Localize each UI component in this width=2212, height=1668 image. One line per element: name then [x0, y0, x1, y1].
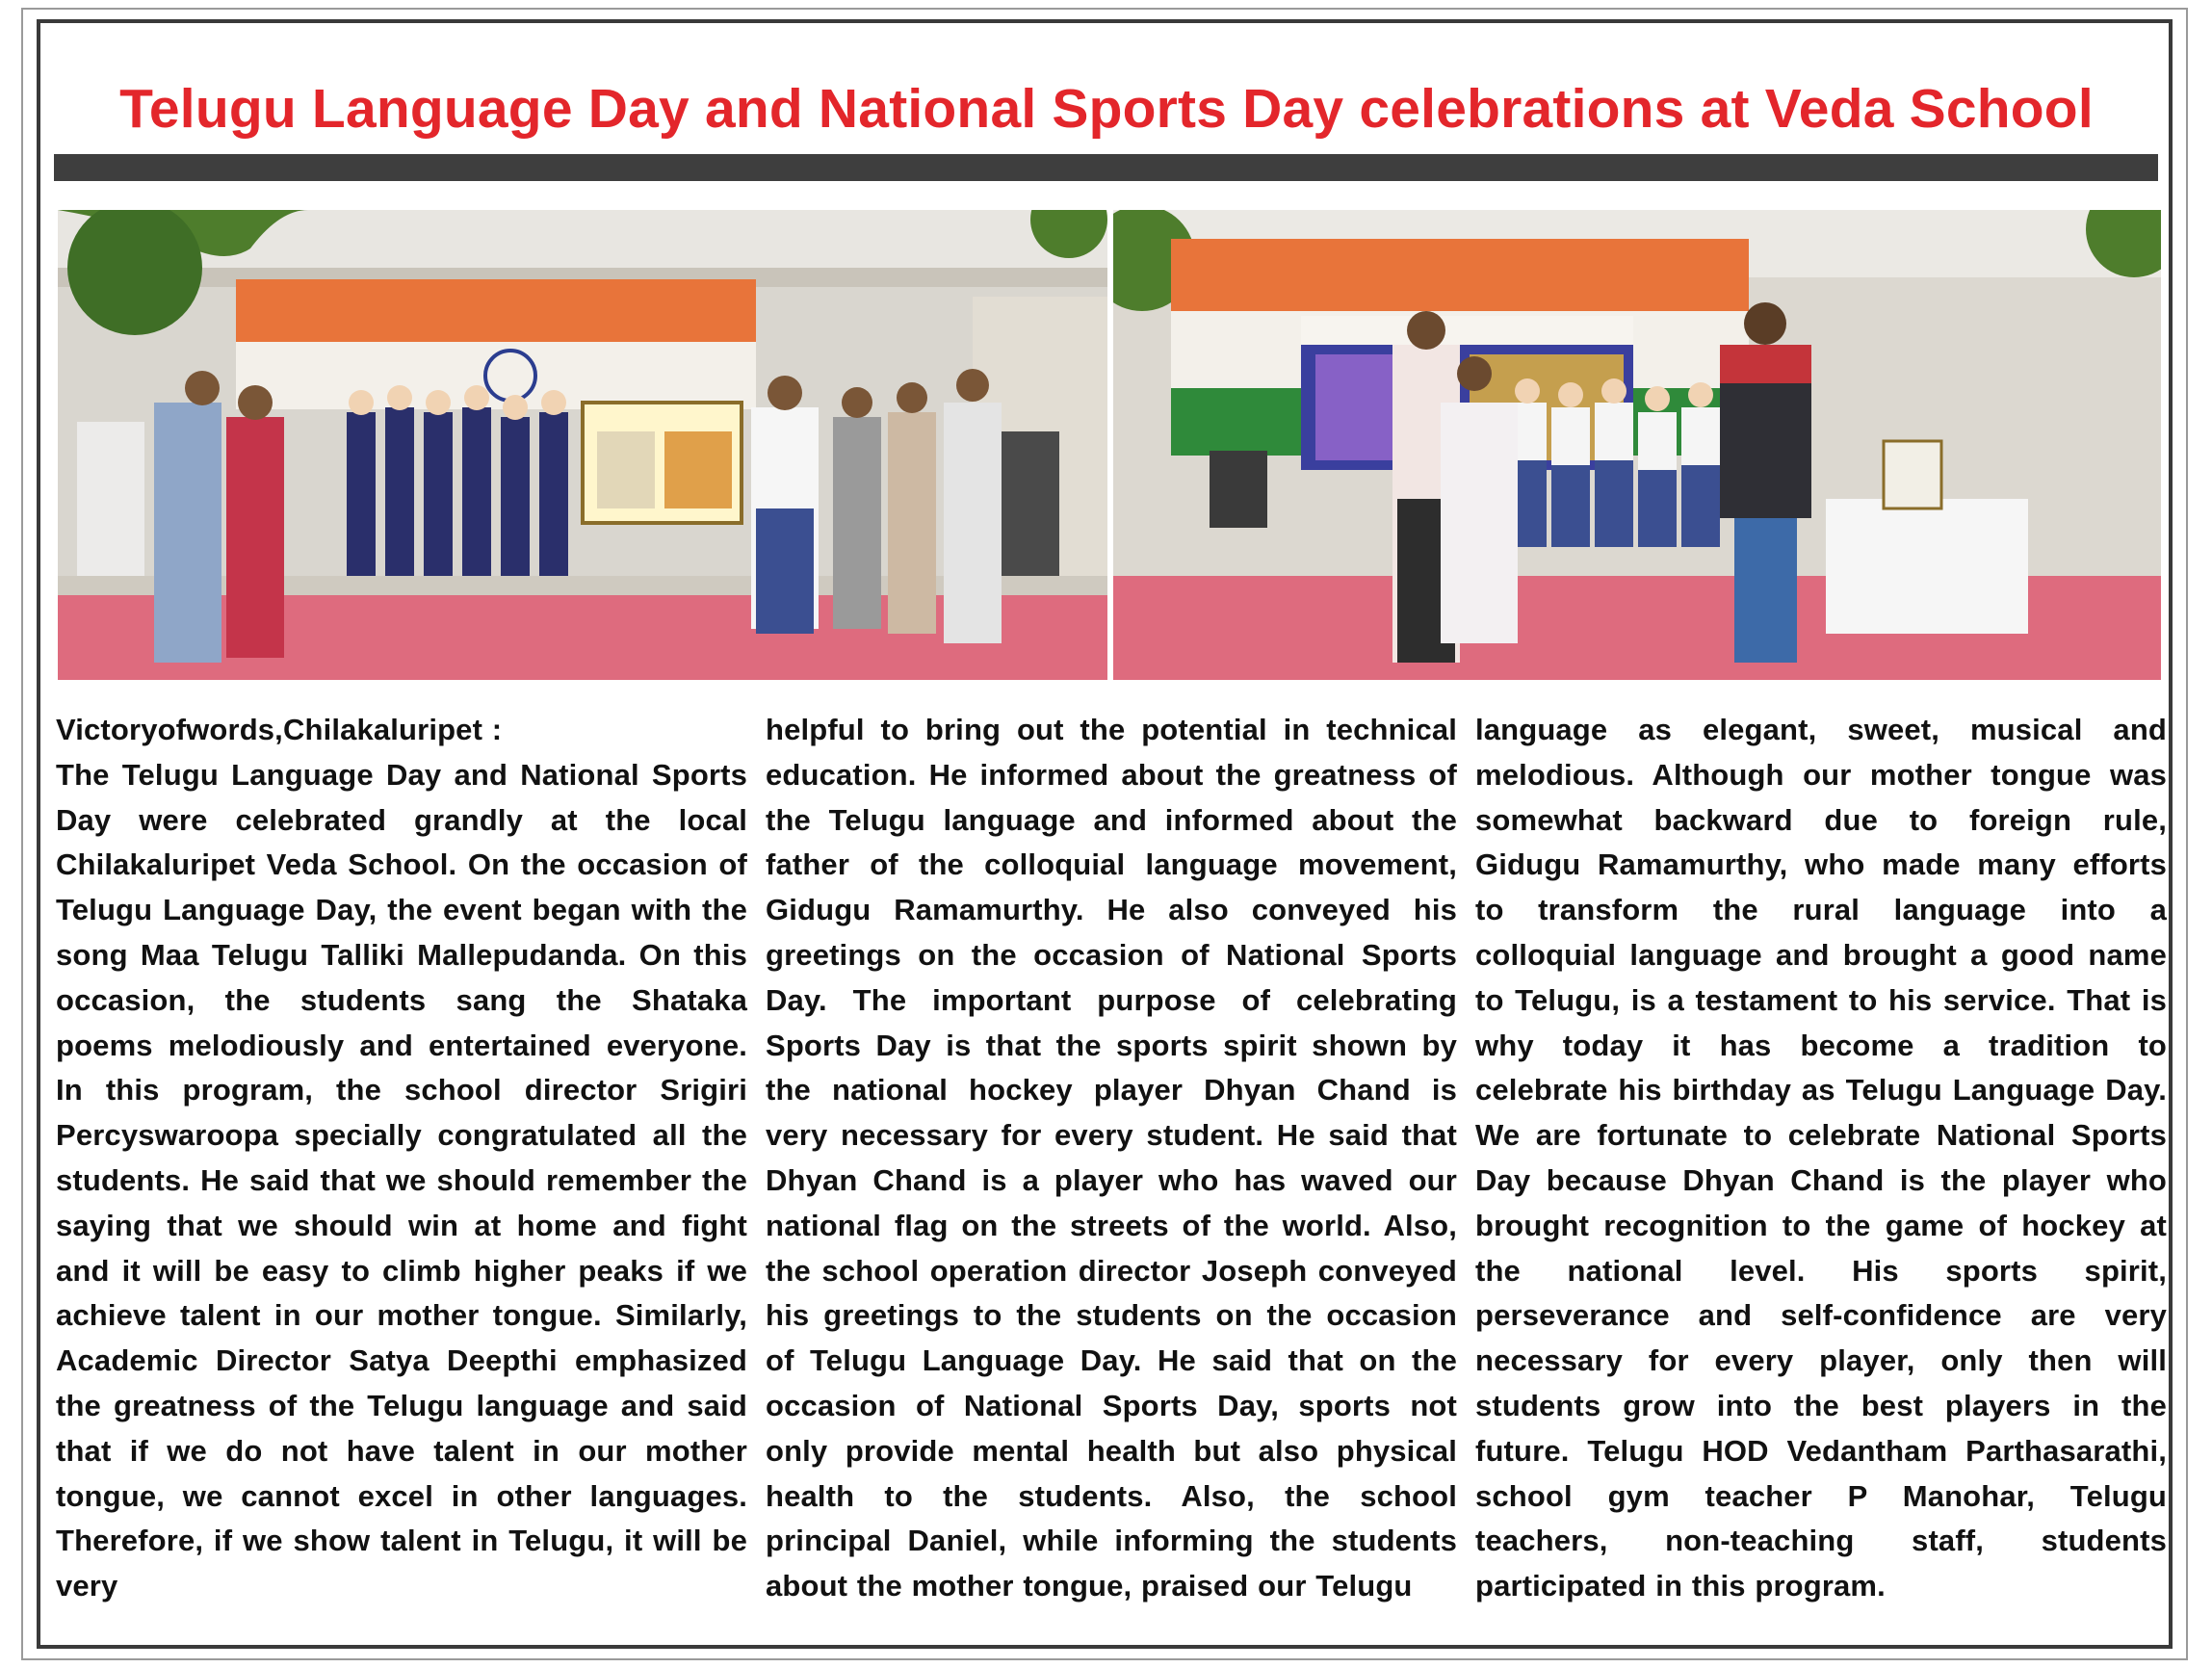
article-dateline: Victoryofwords,Chilakaluripet : [56, 713, 503, 746]
photo-telugu-day-group [58, 210, 1107, 680]
article-column-2 [766, 708, 1457, 1609]
article-headline: Telugu Language Day and National Sports Day celebrations at Veda School [119, 78, 2094, 140]
article-column-1 [56, 708, 747, 1609]
photo-sports-day-award [1113, 210, 2161, 680]
article-column-3-text: language as elegant, sweet, musical and melodious. Although our mother tongue was somewhat backward due to foreign rule, Gidugu Ramamurthy, who made many efforts to transform the rural language into a colloquial language and brought a good name to Telugu, is a testament to his service. That is why today it has become a tradition to celebrate his birthday as Telugu Language Day. We are fortunate to celebrate National Sports Day because Dhyan Chand is the player who brought recognition to the game of hockey at the national level. His sports spirit, perseverance and self-confidence are very necessary for every player, only then will students grow into the best players in the future. Telugu HOD Vedantham Parthasarathi, school gym teacher P Manohar, Telugu teachers, non-teaching staff, students participated in this program. [1475, 713, 2167, 1603]
photo-sports-day-award-image [1113, 210, 2161, 680]
headline-rule [54, 154, 2158, 181]
photo-telugu-day-group-image [58, 210, 1107, 680]
article-column-1-text: The Telugu Language Day and National Sports Day were celebrated grandly at the local Chilakaluripet Veda School. On the occasion of Telugu Language Day, the event began with the song Maa Telugu Talliki Mallepudanda. On this occasion, the students sang the Shataka poems melodiously and entertained everyone. In this program, the school director Srigiri Percyswaroopa specially congratulated all the students. He said that we should remember the saying that we should win at home and fight and it will be easy to climb higher peaks if we achieve talent in our mother tongue. Similarly, Academic Director Satya Deepthi emphasized the greatness of the Telugu language and said that if we do not have talent in our mother tongue, we cannot excel in other languages. Therefore, if we show talent in Telugu, it will be very [56, 757, 747, 1603]
article-column-3 [1475, 708, 2167, 1609]
article-column-2-text: helpful to bring out the potential in technical education. He informed about the greatness of the Telugu language and informed about the father of the colloquial language movement, Gidugu Ramamurthy. He also conveyed his greetings on the occasion of National Sports Day. The important purpose of celebrating Sports Day is that the sports spirit shown by the national hockey player Dhyan Chand is very necessary for every student. He said that Dhyan Chand is a player who has waved our national flag on the streets of the world. Also, the school operation director Joseph conveyed his greetings to the students on the occasion of Telugu Language Day. He said that on the occasion of National Sports Day, sports not only provide mental health but also physical health to the students. Also, the school principal Daniel, while informing the students about the mother tongue, praised our Telugu [766, 713, 1457, 1603]
